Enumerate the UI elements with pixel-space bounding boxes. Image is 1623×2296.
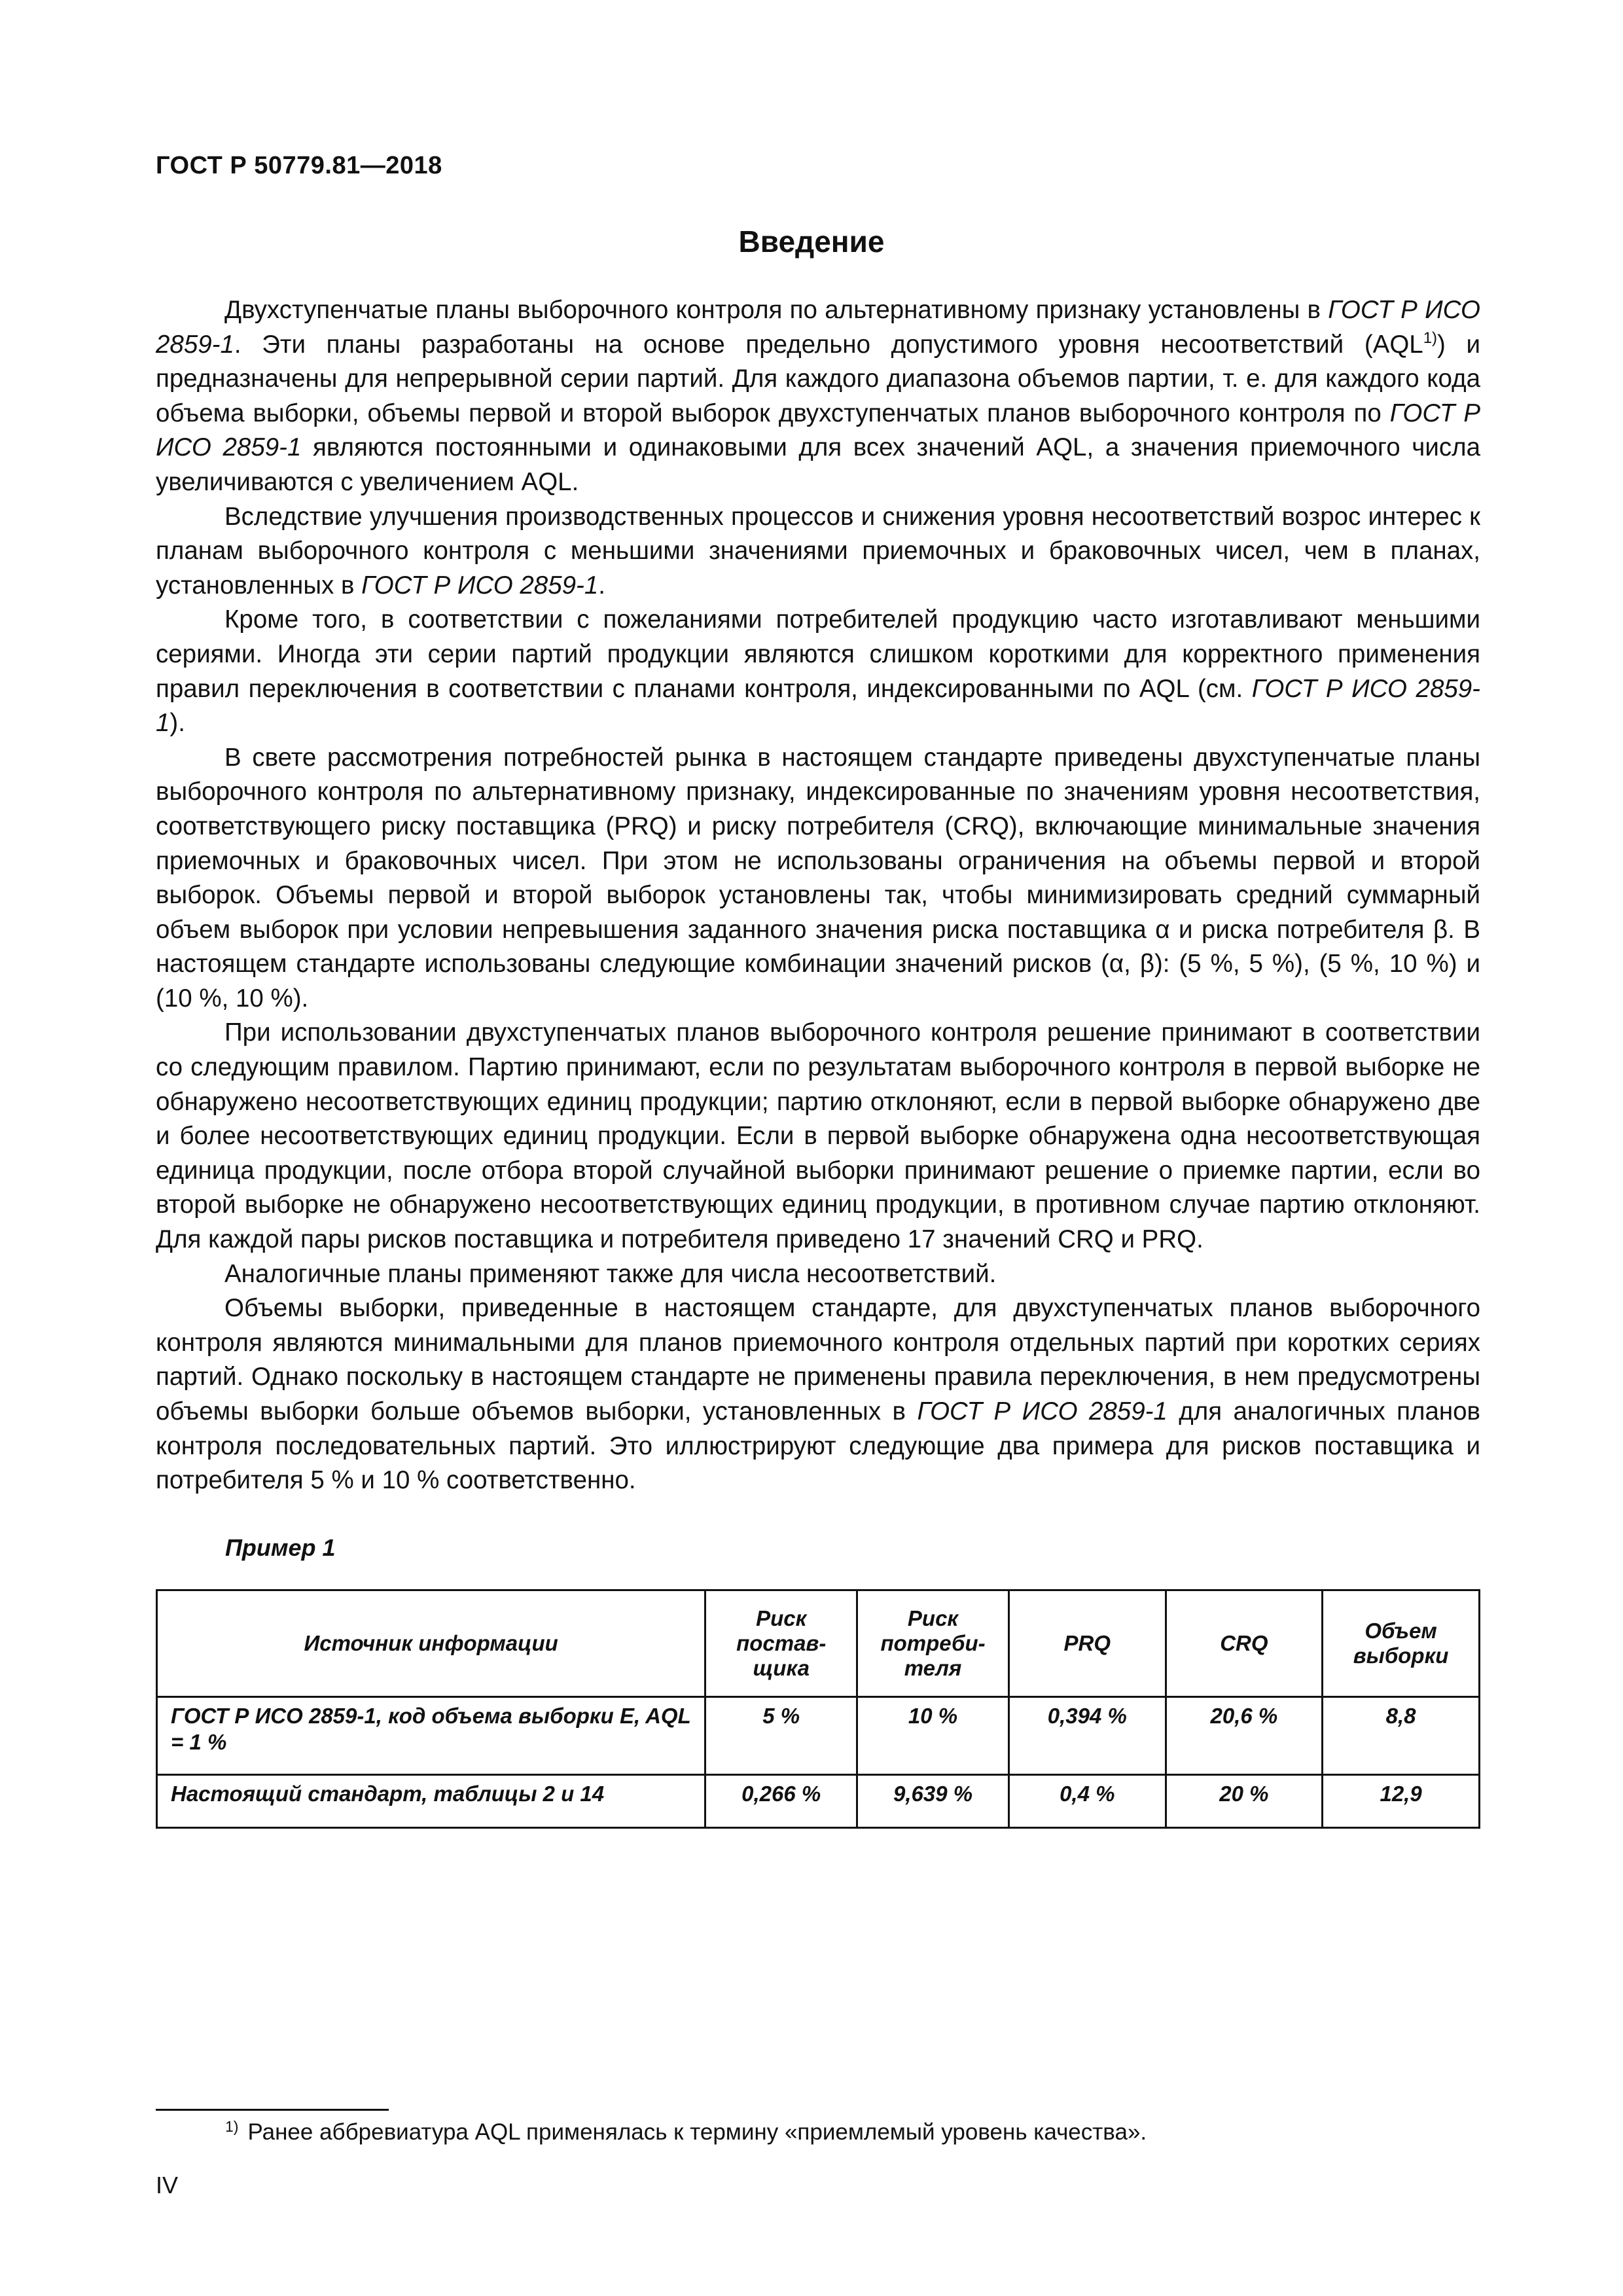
- cell-prq: 0,394 %: [1008, 1697, 1166, 1775]
- document-header: ГОСТ Р 50779.81—2018: [156, 152, 442, 179]
- footnote-mark: 1): [225, 2118, 239, 2135]
- cell-supplier-risk: 0,266 %: [705, 1775, 857, 1828]
- table-row: [157, 1697, 1480, 1775]
- standard-reference: ГОСТ Р ИСО 2859-1: [917, 1397, 1168, 1426]
- header-sample-size: Объем выборки: [1323, 1590, 1480, 1697]
- cell-source: Настоящий стандарт, таблицы 2 и 14: [157, 1775, 705, 1828]
- paragraph-3: Кроме того, в соответствии с пожеланиями потребителей продукцию часто изготавливают меньшими сериями. Иногда эти серии партий продукции являются слишком короткими для корректного применения правил переключения в соответствии с планами контроля, индексированными по AQL (см. ГОСТ Р ИСО 2859-1).: [156, 605, 1481, 738]
- header-crq: CRQ: [1166, 1590, 1323, 1697]
- cell-crq: 20 %: [1166, 1775, 1323, 1828]
- cell-consumer-risk: 9,639 %: [857, 1775, 1009, 1828]
- table-row: [157, 1775, 1480, 1828]
- paragraph-5: При использовании двухступенчатых планов выборочного контроля решение принимают в соответствии со следующим правилом. Партию принимают, если по результатам выборочного контроля в первой выборке не обнаружено несоответствующих единиц продукции; партию отклоняют, если в первой выборке обнаружено две и более несоответствующих единиц продукции. Если в первой выборке обнаружена одна несоответствующая единица продукции, после отбора второй случайной выборки принимают решение о приемке партии, если во второй выборке не обнаружено несоответствующих единиц продукции, в противном случае партию отклоняют. Для каждой пары рисков поставщика и потребителя приведено 17 значений CRQ и PRQ.: [156, 1018, 1480, 1254]
- paragraph-7: Объемы выборки, приведенные в настоящем стандарте, для двухступенчатых планов выборочного контроля являются минимальными для планов приемочного контроля отдельных партий при коротких сериях партий. Однако поскольку в настоящем стандарте не применены правила переключения, в нем предусмотрены объемы выборки больше объемов выборки, установленных в ГОСТ Р ИСО 2859-1 для аналогичных планов контроля последовательных партий. Это иллюстрируют следующие два примера для рисков поставщика и потребителя 5 % и 10 % соответственно.: [156, 1294, 1480, 1495]
- footnote-divider: [156, 2109, 389, 2111]
- table-header-row: [157, 1590, 1480, 1697]
- cell-supplier-risk: 5 %: [705, 1697, 857, 1775]
- footnote-text: Ранее аббревиатура AQL применялась к термину «приемлемый уровень качества».: [247, 2119, 1147, 2145]
- footnote-mark: 1): [1423, 329, 1438, 347]
- standard-reference: ГОСТ Р ИСО 2859-1: [156, 399, 1480, 462]
- paragraph-6: Аналогичные планы применяют также для числа несоответствий.: [224, 1259, 997, 1288]
- header-source: Источник информации: [157, 1590, 705, 1697]
- paragraph-2: Вследствие улучшения производственных процессов и снижения уровня несоответствий возрос интерес к планам выборочного контроля с меньшими значениями приемочных и браковочных чисел, чем в планах, установленных в ГОСТ Р ИСО 2859-1.: [156, 502, 1480, 600]
- paragraph-1: Двухступенчатые планы выборочного контроля по альтернативному признаку установлены в ГОСТ Р ИСО 2859-1. Эти планы разработаны на основе предельно допустимого уровня несоответствий (AQL$^{1)}$) и предназначены для непрерывной серии партий. Для каждого диапазона объемов партии, т. е. для каждого кода объема выборки, объемы первой и второй выборок двухступенчатых планов выборочного контроля по ГОСТ Р ИСО 2859-1 являются постоянными и одинаковыми для всех значений AQL, а значения приемочного числа увеличиваются с увеличением AQL.: [156, 296, 1481, 496]
- header-supplier-risk: Риск постав- щика: [705, 1590, 857, 1697]
- comparison-table: [156, 1589, 1480, 1829]
- page-number: IV: [156, 2172, 179, 2198]
- header-consumer-risk: Риск потреби- теля: [857, 1590, 1009, 1697]
- standard-reference: ГОСТ Р ИСО 2859-1: [361, 571, 599, 600]
- introduction-body: [156, 293, 1480, 1498]
- footnote: [225, 2119, 1147, 2145]
- section-title: Введение: [738, 224, 885, 259]
- header-prq: PRQ: [1008, 1590, 1166, 1697]
- cell-prq: 0,4 %: [1008, 1775, 1166, 1828]
- cell-sample-size: 12,9: [1323, 1775, 1480, 1828]
- paragraph-4: В свете рассмотрения потребностей рынка в настоящем стандарте приведены двухступенчатые планы выборочного контроля по альтернативному признаку, индексированные по значениям уровня несоответствия, соответствующего риску поставщика (PRQ) и риску потребителя (CRQ), включающие минимальные значения приемочных и браковочных чисел. При этом не использованы ограничения на объемы первой и второй выборок. Объемы первой и второй выборок установлены так, чтобы минимизировать средний суммарный объем выборок при условии непревышения заданного значения риска поставщика α и риска потребителя β. В настоящем стандарте использованы следующие комбинации значений рисков (α, β): (5 %, 5 %), (5 %, 10 %) и (10 %, 10 %).: [156, 743, 1480, 1013]
- cell-source: ГОСТ Р ИСО 2859-1, код объема выборки E, AQL = 1 %: [157, 1697, 705, 1775]
- example-label: Пример 1: [225, 1534, 336, 1561]
- standard-reference: ГОСТ Р ИСО 2859-1: [156, 674, 1481, 738]
- cell-consumer-risk: 10 %: [857, 1697, 1009, 1775]
- cell-crq: 20,6 %: [1166, 1697, 1323, 1775]
- standard-reference: ГОСТ Р ИСО 2859-1: [156, 296, 1480, 359]
- cell-sample-size: 8,8: [1323, 1697, 1480, 1775]
